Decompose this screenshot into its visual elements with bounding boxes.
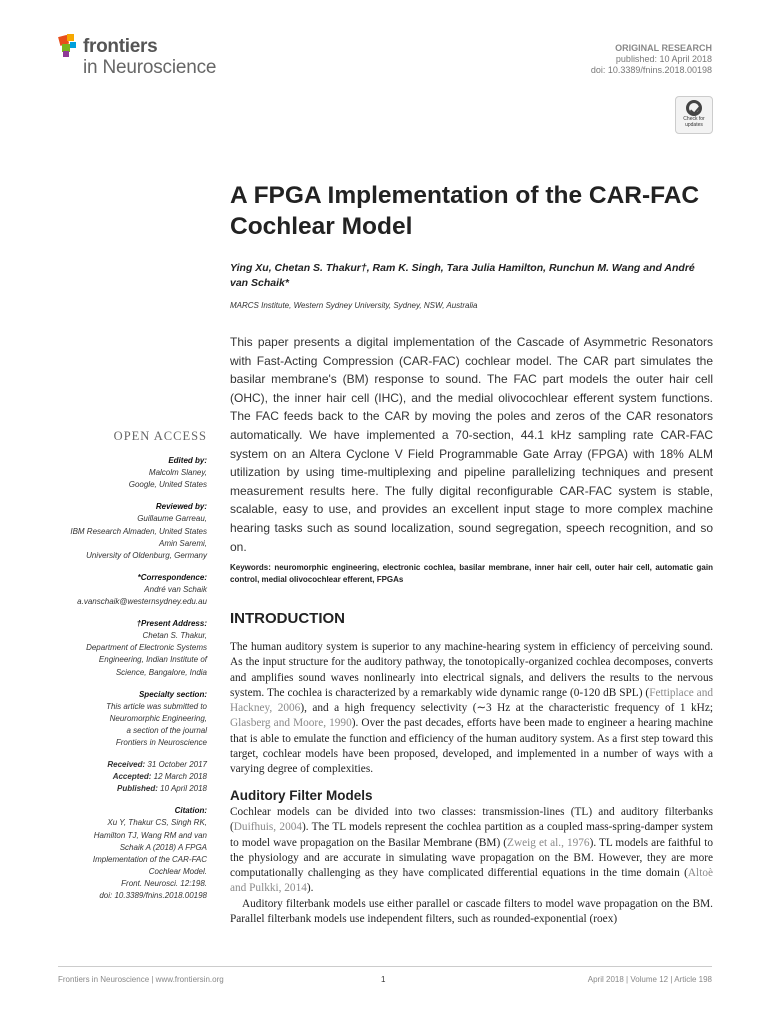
journal-logo xyxy=(57,33,247,83)
present-address-line: Engineering, Indian Institute of xyxy=(98,655,207,665)
present-address-line: Chetan S. Thakur, xyxy=(142,631,207,641)
reviewer-affiliation: IBM Research Almaden, United States xyxy=(70,526,207,536)
affiliation: MARCS Institute, Western Sydney University, Sydney, NSW, Australia xyxy=(230,301,478,310)
published-date-sidebar xyxy=(40,783,207,795)
specialty-line: This article was submitted to xyxy=(106,701,207,711)
journal-name: in Neuroscience xyxy=(83,57,217,78)
article-type: ORIGINAL RESEARCH xyxy=(615,43,712,53)
footer-issue-info: April 2018 | Volume 12 | Article 198 xyxy=(587,975,712,984)
published-date: published: 10 April 2018 xyxy=(615,54,712,64)
specialty-line: Neuromorphic Engineering, xyxy=(109,713,207,723)
accepted-value: 12 March 2018 xyxy=(153,772,207,782)
published-label: Published: xyxy=(117,784,158,794)
editor-name: Malcolm Slaney, xyxy=(148,468,207,478)
citation-line: Cochlear Model. xyxy=(148,866,207,876)
open-access-label: OPEN ACCESS xyxy=(113,429,207,443)
filter-models-paragraph-1: Cochlear models can be divided into two classes: transmission-lines (TL) and auditory filterbanks (Duifhuis, 2004). The TL models represent the cochlea partition as a coupled mass-spring-damper system to model wave propagation on the Basilar Membrane (BM) (Zweig et al., 1976). TL models are faithful to the physiology and are accurate in simulating wave propagation on the BM. However, they are more computationally challenging as they have complicated differential equations in the time domain (Altoè and Pulkki, 2014). xyxy=(230,806,713,895)
reviewer-name: Guillaume Garreau, xyxy=(137,514,207,524)
received-date xyxy=(40,759,207,771)
reviewer-name: Amin Saremi, xyxy=(158,538,207,548)
article-header-info xyxy=(591,43,712,76)
citation-line: Xu Y, Thakur CS, Singh RK, xyxy=(107,818,207,828)
footer-journal-link[interactable]: Frontiers in Neuroscience | www.frontiersin.org xyxy=(58,975,224,984)
citation-line: Schaik A (2018) A FPGA xyxy=(119,842,207,852)
correspondence-label: *Correspondence: xyxy=(137,572,207,582)
specialty-line: Frontiers in Neuroscience xyxy=(115,737,207,747)
citation-line: Implementation of the CAR-FAC xyxy=(92,854,207,864)
filter-models-paragraph-2: Auditory filterbank models use either parallel or cascade filters to model wave propagation on the BM. Parallel filterbank models use independent filters, such as rounded-exponential (roex) xyxy=(230,898,713,926)
correspondence-email-link[interactable]: a.vanschaik@westernsydney.edu.au xyxy=(77,597,207,607)
citation-link[interactable]: Fettiplace and Hackney, 2006 xyxy=(230,686,713,715)
correspondence-name: André van Schaik xyxy=(144,584,207,594)
citation-line: Front. Neurosci. 12:198. xyxy=(121,878,207,888)
page-number: 1 xyxy=(381,975,386,984)
present-address-label: †Present Address: xyxy=(136,619,207,629)
abstract: This paper presents a digital implementation of the Cascade of Asymmetric Resonators with Fast-Acting Compression (CAR-FAC) cochlear model. The CAR part simulates the basilar membrane's (BM) response to sound. The FAC part models the outer hair cell (OHC), the inner hair cell (IHC), and the medial olivocochlear efferent system functions. The FAC feeds back to the CAR by moving the poles and zeros of the CAR resonators automatically. We have implemented a 70-section, 44.1 kHz sampling rate CAR-FAC system on an Altera Cyclone V Field Programmable Gate Array (FPGA) with 18% ALM utilization by using time-multiplexing and pipeline parallelizing techniques and present measurement results here. The fully digital reconfigurable CAR-FAC system is stable, scalable, easy to use, and provides an excellent input stage to more complex machine hearing tasks such as sound localization, sound segregation, speech recognition, and so on. xyxy=(230,335,713,554)
specialty-section-label: Specialty section: xyxy=(138,689,207,699)
received-value: 31 October 2017 xyxy=(147,760,207,770)
author-list: Ying Xu, Chetan S. Thakur†, Ram K. Singh, Tara Julia Hamilton, Runchun M. Wang and André van Schaik* xyxy=(230,262,695,289)
present-address-line: Science, Bangalore, India xyxy=(115,667,207,677)
subsection-heading-auditory-filter-models: Auditory Filter Models xyxy=(230,788,373,803)
check-updates-icon xyxy=(686,100,702,116)
brand-name: frontiers xyxy=(83,36,158,57)
badge-label-1: Check for xyxy=(683,116,705,122)
citation-link[interactable]: Glasberg and Moore, 1990 xyxy=(230,717,352,730)
keywords: Keywords: neuromorphic engineering, electronic cochlea, basilar membrane, inner hair cell, outer hair cell, automatic gain control, medial olivocochlear efferent, FPGAs xyxy=(230,563,713,584)
accepted-label: Accepted: xyxy=(112,772,152,782)
check-for-updates-button[interactable] xyxy=(675,96,713,134)
citation-link[interactable]: Duifhuis, 2004 xyxy=(233,821,303,834)
published-value: 10 April 2018 xyxy=(160,784,207,794)
citation-line: Hamilton TJ, Wang RM and van xyxy=(93,830,207,840)
reviewed-by-label: Reviewed by: xyxy=(155,502,207,512)
citation-link[interactable]: Zweig et al., 1976 xyxy=(507,836,590,849)
present-address-line: Department of Electronic Systems xyxy=(86,643,207,653)
specialty-line: a section of the journal xyxy=(126,725,207,735)
article-doi: doi: 10.3389/fnins.2018.00198 xyxy=(590,65,712,75)
reviewer-affiliation: University of Oldenburg, Germany xyxy=(86,550,207,560)
frontiers-logo-icon xyxy=(57,33,81,59)
editor-affiliation: Google, United States xyxy=(128,480,207,490)
article-sidebar xyxy=(40,430,207,902)
footer-divider xyxy=(58,966,712,967)
received-label: Received: xyxy=(107,760,146,770)
accepted-date xyxy=(40,771,207,783)
edited-by-label: Edited by: xyxy=(168,456,207,466)
article-title: A FPGA Implementation of the CAR-FAC Cochlear Model xyxy=(230,182,700,240)
introduction-paragraph: The human auditory system is superior to any machine-hearing system in efficiency of perceiving sound. As the input structure for the auditory pathway, the tonotopically-organized cochlea decomposes, converts and amplifies sound waves nonlinearly into electrical signals, and delivers the results to the nervous system. The cochlea is characterized by a remarkably wide dynamic range (0-120 dB SPL) (Fettiplace and Hackney, 2006), and a high frequency selectivity (∼3 Hz at the characteristic frequency of 1 kHz; Glasberg and Moore, 1990). Over the past decades, efforts have been made to engineer a hearing machine that is able to emulate the function and efficiency of the human auditory system. As a first step toward this target, cochlear models have been proposed, developed, and implemented in a number of ways with a varying degree of complexities. xyxy=(230,641,713,776)
citation-label: Citation: xyxy=(174,806,207,816)
badge-label-2: updates xyxy=(685,122,703,128)
citation-line: doi: 10.3389/fnins.2018.00198 xyxy=(99,891,207,900)
section-heading-introduction: INTRODUCTION xyxy=(230,610,345,627)
citation-link[interactable]: Altoè and Pulkki, 2014 xyxy=(230,867,713,895)
